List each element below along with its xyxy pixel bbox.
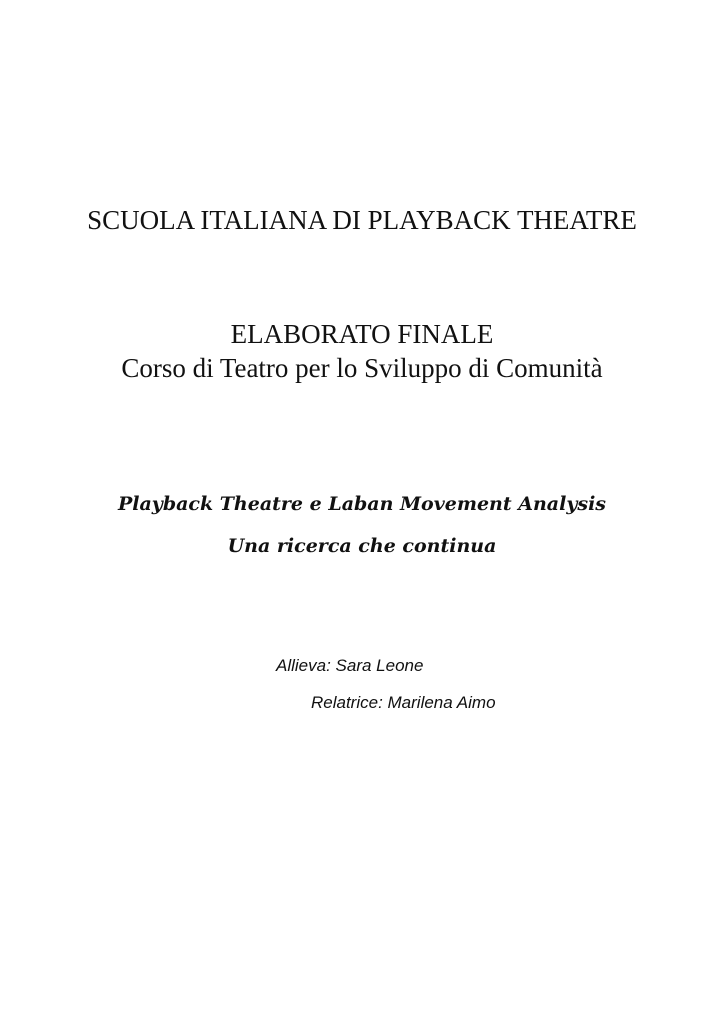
supervisor-credit: Relatrice: Marilena Aimo <box>311 693 496 712</box>
school-name: SCUOLA ITALIANA DI PLAYBACK THEATRE <box>87 205 637 235</box>
student-credit: Allieva: Sara Leone <box>276 656 424 675</box>
work-subtitle: Una ricerca che continua <box>227 535 497 557</box>
thesis-type: ELABORATO FINALE <box>230 319 494 349</box>
work-title: Playback Theatre e Laban Movement Analysis <box>117 493 606 515</box>
course-name: Corso di Teatro per lo Sviluppo di Comunità <box>121 353 603 383</box>
